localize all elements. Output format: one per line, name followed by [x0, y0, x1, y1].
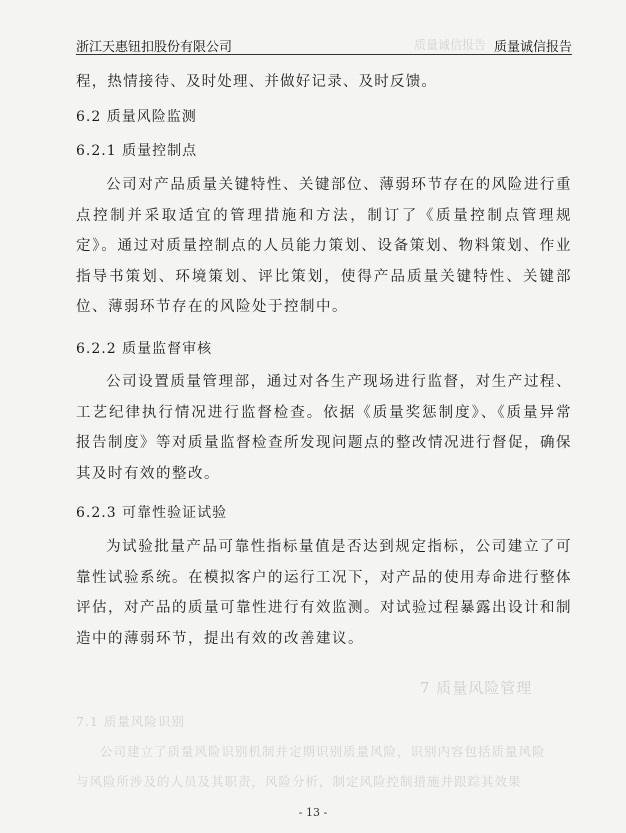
section-6-2-3-body [76, 532, 572, 654]
bleed-line-1: 公司建立了质量风险识别机制并定期识别质量风险，识别内容包括质量风险 [100, 744, 546, 759]
section-6-2-1-body [76, 170, 572, 323]
header-bleed-through: 质量诚信报告 [414, 38, 487, 52]
section-6-2-title: 6.2 质量风险监测 [76, 109, 197, 125]
report-title: 质量诚信报告 [493, 40, 572, 55]
section-6-2-1-title: 6.2.1 质量控制点 [76, 143, 198, 159]
page-number: - 13 - [298, 806, 328, 819]
section-6-2-3-text: 为试验批量产品可靠性指标量值是否达到规定指标，公司建立了可靠性试验系统。在模拟客户的运行工况下，对产品的使用寿命进行整体评估，对产品的质量可靠性进行有效监测。对试验过程暴露出设计和制造中的薄弱环节，提出有效的改善建议。 [76, 539, 572, 647]
page-header [76, 34, 572, 55]
company-name: 浙江天惠钮扣股份有限公司 [76, 40, 233, 55]
bleed-line-2: 与风险所涉及的人员及其职责，风险分析，制定风险控制措施并跟踪其效果 [76, 774, 522, 789]
section-6-2-2-text: 公司设置质量管理部，通过对各生产现场进行监督，对生产过程、工艺纪律执行情况进行监督检查。依据《质量奖惩制度》、《质量异常报告制度》等对质量监督检查所发现问题点的整改情况进行督促，确保其及时有效的整改。 [76, 374, 572, 482]
section-6-2-2-title: 6.2.2 质量监督审核 [76, 341, 213, 357]
section-6-2-3-title: 6.2.3 可靠性验证试验 [76, 505, 228, 521]
section-6-2-2-body [76, 367, 572, 489]
bleed-heading: 7 质量风险管理 [420, 679, 533, 697]
section-6-2-1-text: 公司对产品质量关键特性、关键部位、薄弱环节存在的风险进行重点控制并采取适宜的管理措施和方法，制订了《质量控制点管理规定》。通过对质量控制点的人员能力策划、设备策划、物料策划、作业指导书策划、环境策划、评比策划，使得产品质量关键特性、关键部位、薄弱环节存在的风险处于控制中。 [76, 177, 572, 315]
intro-line: 程，热情接待、及时处理、并做好记录、及时反馈。 [76, 74, 438, 90]
bleed-subheading: 7.1 质量风险识别 [76, 714, 185, 729]
